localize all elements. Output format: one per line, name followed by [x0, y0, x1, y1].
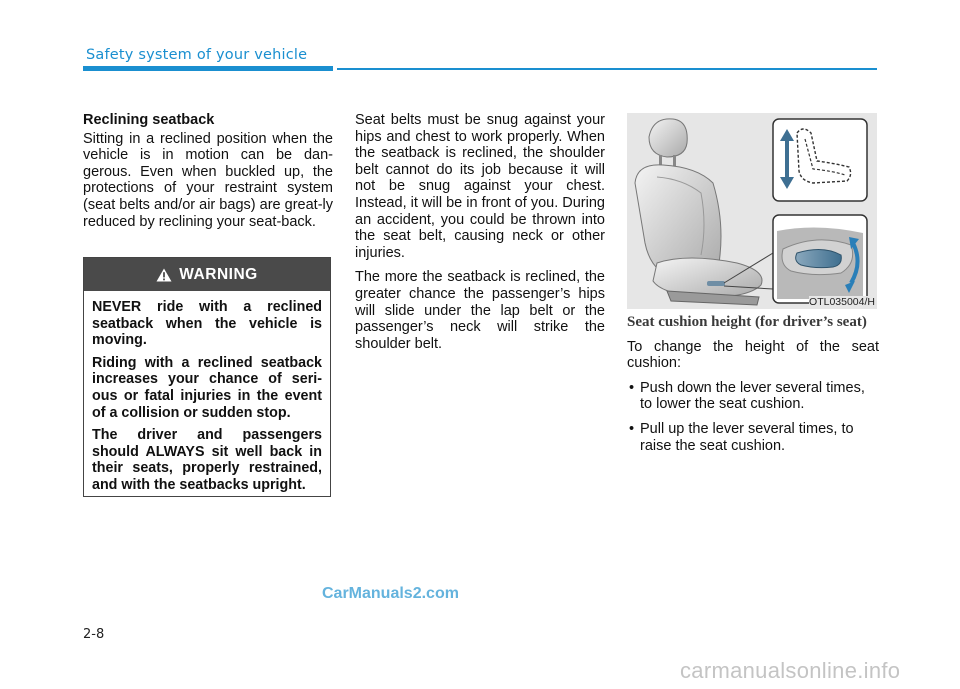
column-3 [627, 314, 879, 462]
column-1 [83, 112, 333, 238]
list-item: • Push down the lever several times, to lower the seat cushion. [627, 380, 879, 413]
warning-box [83, 257, 331, 497]
seat-belt-text-2: The more the seatback is reclined, the greater chance the passenger’s hips will slide under the lap belt or the passenger’s neck will strike the shoulder belt. [355, 269, 605, 352]
section-title: Safety system of your vehicle [86, 47, 308, 63]
warning-header [84, 258, 330, 291]
seat-cushion-bullets [627, 380, 879, 454]
warning-body [84, 291, 330, 494]
reclining-seatback-text: Sitting in a reclined position when the vehicle is in motion can be dan-gerous. Even when buckled up, the protections of your restraint system (seat belts and/or air bags) are great-ly reduced by reclining your seat-back. [83, 130, 333, 230]
header-rule [337, 68, 877, 70]
seat-belt-text-1: Seat belts must be snug against your hips and chest to work properly. When the seatback is reclined, the shoulder belt cannot do its job because it will not be snug against your chest. Instead, it will be in front of you. During an accident, you could be thrown into the seat belt, causing neck or other injuries. [355, 112, 605, 261]
list-item: • Pull up the lever several times, to raise the seat cushion. [627, 421, 879, 454]
warning-text-2: Riding with a reclined seatback increases your chance of seri-ous or fatal injuries in the event of a collision or sudden stop. [92, 354, 322, 421]
warning-label: WARNING [179, 265, 258, 283]
seat-cushion-heading: Seat cushion height (for driver’s seat) [627, 314, 867, 330]
reclining-seatback-heading: Reclining seatback [83, 112, 215, 128]
page-number: 2-8 [83, 627, 105, 642]
warning-text-1: NEVER ride with a reclined seatback when the vehicle is moving. [92, 299, 322, 349]
watermark-carmanuals2: CarManuals2.com [322, 585, 459, 602]
watermark-carmanualsonline: carmanualsonline.info [680, 658, 901, 683]
seat-drawing [627, 113, 877, 309]
warning-triangle-icon [156, 268, 172, 282]
column-2 [355, 112, 605, 360]
header-bar-thick [83, 66, 333, 71]
figure-code: OTL035004/H [809, 296, 875, 308]
seat-illustration [627, 113, 877, 309]
seat-cushion-intro: To change the height of the seat cushion: [627, 338, 879, 372]
warning-text-3: The driver and passengers should ALWAYS sit well back in their seats, properly restrained, and with the seatbacks upright. [92, 427, 322, 493]
